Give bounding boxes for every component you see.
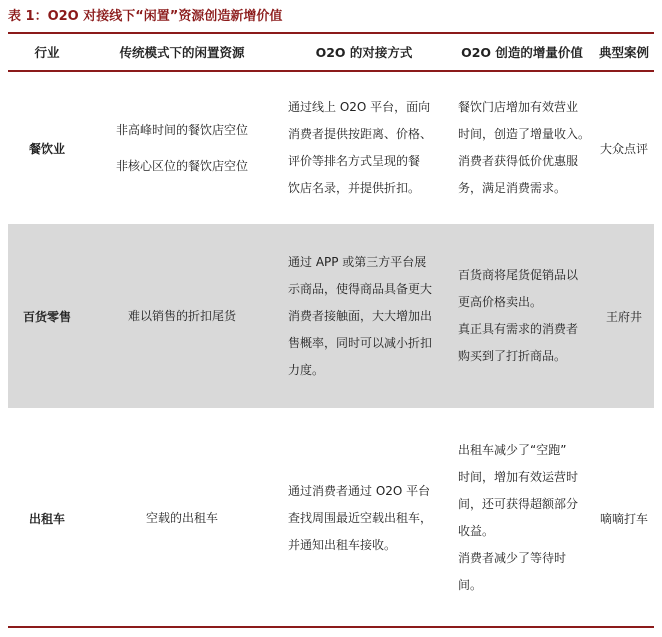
method-cell bbox=[278, 74, 450, 222]
value-line: 出租车减少了“空跑” bbox=[458, 443, 567, 457]
case-cell: 王府井 bbox=[605, 309, 642, 324]
method-line: 饮店名录，并提供折扣。 bbox=[288, 181, 421, 195]
header-incremental-value: O2O 创造的增量价值 bbox=[461, 45, 583, 60]
case-cell: 嘀嘀打车 bbox=[599, 511, 648, 526]
idle-resource-cell bbox=[86, 224, 278, 408]
value-line: 真正具有需求的消费者 bbox=[458, 322, 579, 336]
value-line: 时间，创造了增量收入。 bbox=[458, 127, 591, 141]
table-title: 表 1：O2O 对接线下“闲置”资源创造新增价值 bbox=[8, 9, 283, 24]
value-line: 购买到了打折商品。 bbox=[458, 349, 567, 363]
method-line: 消费者接触面，大大增加出 bbox=[288, 308, 433, 323]
method-cell bbox=[278, 224, 450, 408]
value-line: 消费者获得低价优惠服 bbox=[458, 154, 579, 168]
case-cell: 大众点评 bbox=[599, 141, 648, 156]
method-line: 通过消费者通过 O2O 平台 bbox=[288, 483, 431, 498]
idle-line: 非核心区位的餐饮店空位 bbox=[115, 159, 248, 173]
table-header bbox=[8, 34, 654, 70]
table-row bbox=[8, 412, 654, 624]
table-row bbox=[8, 224, 654, 408]
value-cell bbox=[450, 412, 594, 624]
industry-cell: 百货零售 bbox=[22, 309, 71, 324]
header-typical-case: 典型案例 bbox=[598, 45, 649, 60]
value-line: 百货商将尾货促销品以 bbox=[458, 268, 579, 282]
value-line: 间。 bbox=[458, 578, 483, 592]
header-industry: 行业 bbox=[34, 45, 60, 60]
idle-resource-cell bbox=[86, 412, 278, 624]
value-line: 间，还可获得超额部分 bbox=[458, 497, 579, 511]
method-line: 通过 APP 或第三方平台展 bbox=[288, 254, 427, 269]
value-cell bbox=[450, 74, 594, 222]
industry-cell: 出租车 bbox=[28, 511, 65, 526]
industry-cell: 餐饮业 bbox=[28, 141, 65, 156]
method-line: 并通知出租车接收。 bbox=[288, 537, 397, 552]
method-line: 通过线上 O2O 平台，面向 bbox=[288, 100, 431, 114]
value-line: 消费者减少了等待时 bbox=[458, 551, 567, 565]
idle-line: 空载的出租车 bbox=[145, 511, 218, 525]
method-line: 评价等排名方式呈现的餐 bbox=[288, 154, 421, 168]
header-rule bbox=[8, 70, 654, 72]
value-line: 更高价格卖出。 bbox=[458, 295, 543, 309]
value-cell bbox=[450, 224, 594, 408]
header-o2o-method: O2O 的对接方式 bbox=[315, 45, 413, 60]
value-line: 收益。 bbox=[458, 524, 495, 538]
idle-line: 难以销售的折扣尾货 bbox=[127, 309, 236, 323]
header-idle-resource: 传统模式下的闲置资源 bbox=[119, 45, 245, 60]
idle-line: 非高峰时间的餐饮店空位 bbox=[115, 123, 248, 137]
method-line: 消费者提供按距离、价格、 bbox=[288, 127, 433, 141]
method-line: 售概率，同时可以减小折扣 bbox=[288, 335, 433, 350]
bottom-rule bbox=[8, 626, 654, 628]
table-row bbox=[8, 74, 654, 222]
value-line: 餐饮门店增加有效营业 bbox=[458, 100, 579, 114]
method-cell bbox=[278, 412, 450, 624]
idle-resource-cell bbox=[86, 74, 278, 222]
method-line: 示商品，使得商品具备更大 bbox=[288, 281, 433, 296]
method-line: 查找周围最近空载出租车， bbox=[288, 510, 433, 525]
value-line: 务，满足消费需求。 bbox=[458, 181, 567, 195]
value-line: 时间，增加有效运营时 bbox=[458, 470, 579, 484]
method-line: 力度。 bbox=[288, 362, 325, 377]
